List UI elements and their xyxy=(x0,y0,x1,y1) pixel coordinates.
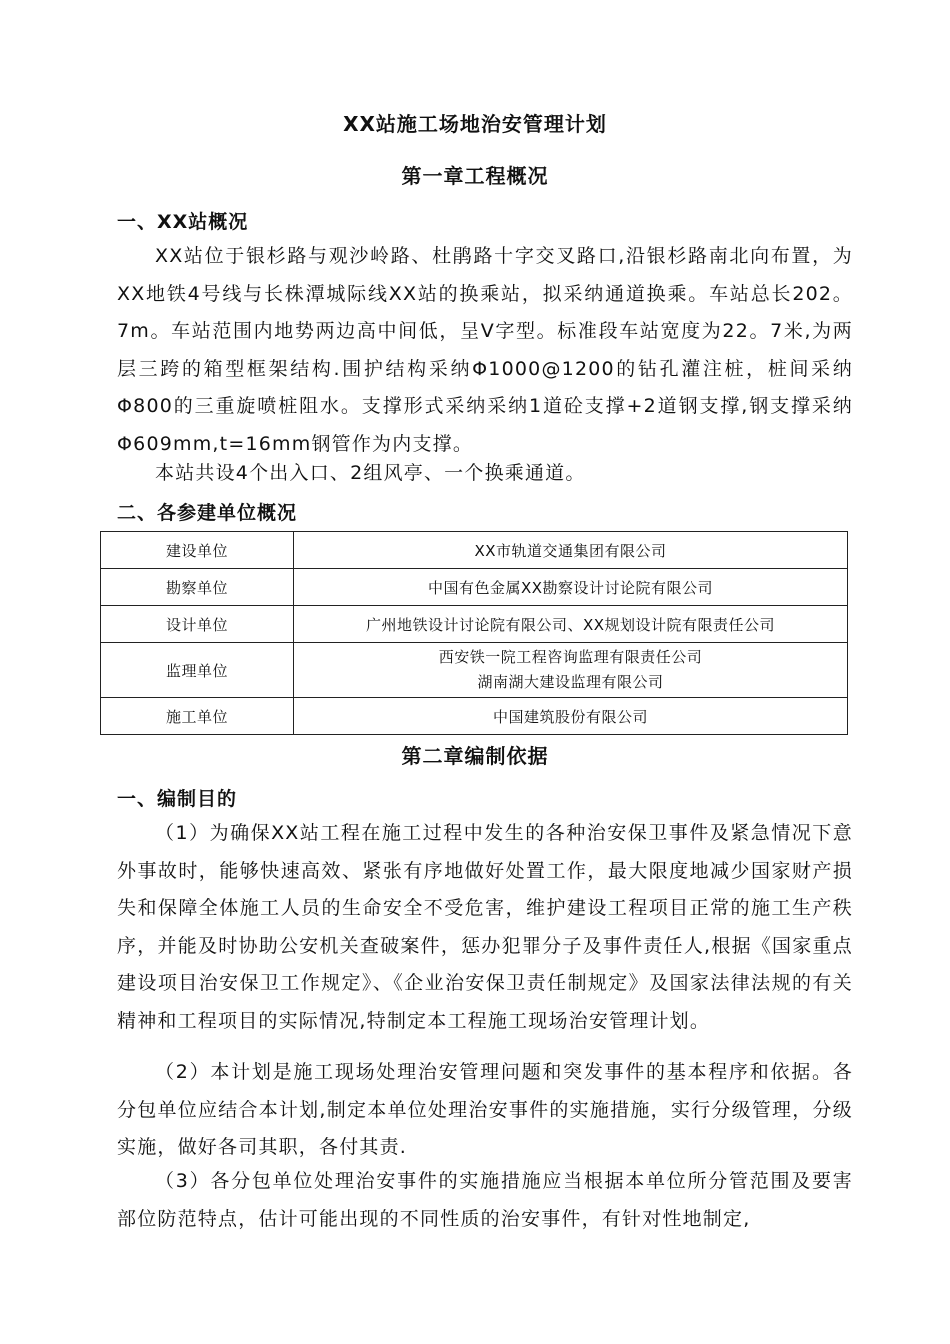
table-row xyxy=(101,532,848,569)
table-cell-org: XX市轨道交通集团有限公司 xyxy=(294,532,848,569)
table-row xyxy=(101,606,848,643)
table-cell-org: 广州地铁设计讨论院有限公司、XX规划设计院有限责任公司 xyxy=(294,606,848,643)
purpose-paragraph-1: （1）为确保XX站工程在施工过程中发生的各种治安保卫事件及紧急情况下意外事故时，能够快速高效、紧张有序地做好处置工作，最大限度地减少国家财产损失和保障全体施工人员的生命安全不受危害，维护建设工程项目正常的施工生产秩序，并能及时协助公安机关查破案件，惩办犯罪分子及事件责任人,根据《国家重点建设项目治安保卫工作规定》、《企业治安保卫责任制规定》及国家法律法规的有关精神和工程项目的实际情况,特制定本工程施工现场治安管理计划。 xyxy=(117,822,853,1032)
table-row xyxy=(101,698,848,735)
station-overview-paragraph: XX站位于银杉路与观沙岭路、杜鹃路十字交叉路口,沿银杉路南北向布置，为XX地铁4号线与长株潭城际线XX站的换乘站，拟采纳通道换乘。车站总长202。7m。车站范围内地势两边高中间低，呈V字型。标准段车站宽度为22。7米,为两层三跨的箱型框架结构.围护结构采纳Φ1000@1200的钻孔灌注桩，桩间采纳Φ800的三重旋喷桩阻水。支撑形式采纳采纳1道砼支撑+2道钢支撑,钢支撑采纳Φ609mm,t=16mm钢管作为内支撑。 xyxy=(117,245,853,455)
table-cell-org-line: 西安铁一院工程咨询监理有限责任公司 xyxy=(438,648,703,666)
table-cell-role: 施工单位 xyxy=(101,698,294,735)
table-cell-role: 监理单位 xyxy=(101,643,294,698)
section-participants-heading: 二、各参建单位概况 xyxy=(117,502,298,524)
table-row xyxy=(101,643,848,698)
chapter2-heading: 第二章编制依据 xyxy=(401,744,549,768)
section-purpose-heading: 一、编制目的 xyxy=(117,788,238,810)
table-cell-org: 中国建筑股份有限公司 xyxy=(294,698,848,735)
table-row xyxy=(101,569,848,606)
section-station-overview-heading: 一、XX站概况 xyxy=(117,211,249,233)
station-entrances-paragraph: 本站共设4个出入口、2组风亭、一个换乘通道。 xyxy=(155,462,586,484)
purpose-paragraph-3: （3）各分包单位处理治安事件的实施措施应当根据本单位所分管范围及要害部位防范特点，估计可能出现的不同性质的治安事件，有针对性地制定, xyxy=(117,1170,853,1230)
table-cell-role: 建设单位 xyxy=(101,532,294,569)
table-cell-role: 设计单位 xyxy=(101,606,294,643)
table-cell-org-line: 湖南湖大建设监理有限公司 xyxy=(477,673,664,691)
table-cell-org: 中国有色金属XX勘察设计讨论院有限公司 xyxy=(294,569,848,606)
chapter1-heading: 第一章工程概况 xyxy=(401,164,549,188)
document-title: XX站施工场地治安管理计划 xyxy=(343,112,607,136)
table-cell-role: 勘察单位 xyxy=(101,569,294,606)
participants-table xyxy=(100,531,848,735)
table-cell-org xyxy=(294,643,848,698)
purpose-paragraph-2: （2）本计划是施工现场处理治安管理问题和突发事件的基本程序和依据。各分包单位应结合本计划,制定本单位处理治安事件的实施措施，实行分级管理，分级实施，做好各司其职，各付其责. xyxy=(117,1061,853,1159)
